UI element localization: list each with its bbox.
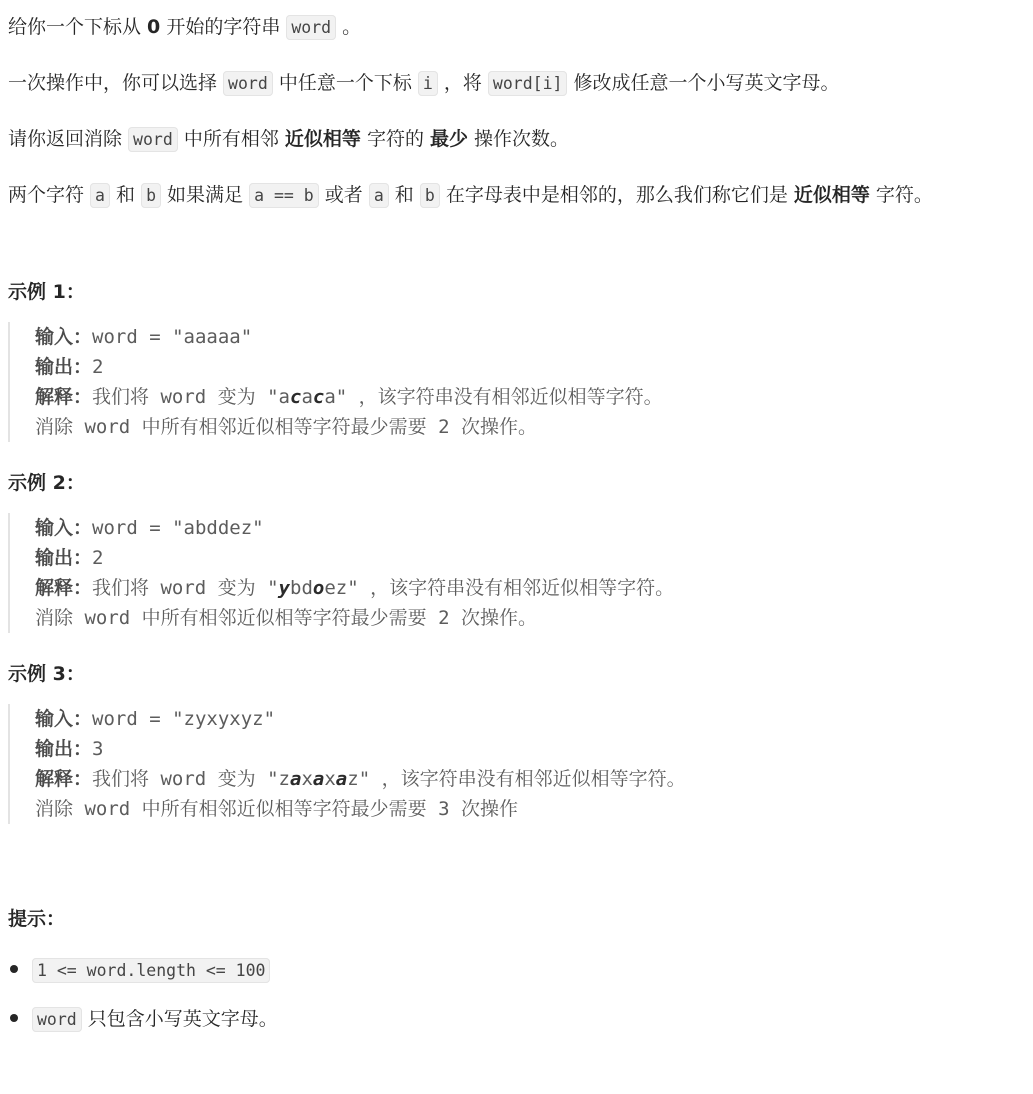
text: 在字母表中是相邻的，那么我们称它们是 <box>439 184 794 206</box>
text: 修改成任意一个小写英文字母。 <box>567 72 840 94</box>
explain-char: y <box>278 577 290 599</box>
bold-text: 最少 <box>430 128 469 150</box>
explain-label: 解释： <box>35 768 93 790</box>
intro-paragraph-1 <box>8 8 1025 47</box>
text: 两个字符 <box>8 184 91 206</box>
explain-char: a <box>289 768 302 790</box>
inline-code: a == b <box>249 183 319 208</box>
input-value: word = "aaaaa" <box>92 326 253 348</box>
example-explanation <box>35 573 1025 603</box>
explain-char: z <box>278 768 290 790</box>
example-conclusion: 消除 word 中所有相邻近似相等字符最少需要 3 次操作 <box>35 798 518 820</box>
explain-char: b <box>289 577 302 599</box>
output-value: 3 <box>92 738 104 760</box>
output-label: 输出： <box>35 738 93 760</box>
text: 操作次数。 <box>468 128 570 150</box>
text: 请你返回消除 <box>8 128 129 150</box>
example-conclusion: 消除 word 中所有相邻近似相等字符最少需要 2 次操作。 <box>35 607 537 629</box>
inline-code: a <box>90 183 110 208</box>
output-value: 2 <box>92 356 104 378</box>
explain-text: " ，该字符串没有相邻近似相等字符。 <box>358 768 686 790</box>
example-input <box>35 322 1025 352</box>
inline-code: b <box>141 183 161 208</box>
inline-code: 1 <= word.length <= 100 <box>32 958 270 983</box>
text: 或者 <box>318 184 369 206</box>
inline-code: b <box>420 183 440 208</box>
text: 如果满足 <box>161 184 250 206</box>
explain-text: 我们将 word 变为 " <box>92 577 279 599</box>
input-value: word = "abddez" <box>92 517 264 539</box>
explain-char: c <box>289 386 302 408</box>
input-label: 输入： <box>35 517 93 539</box>
text: 中任意一个下标 <box>272 72 418 94</box>
example-2-block <box>8 513 1025 633</box>
example-output <box>35 734 1025 764</box>
output-label: 输出： <box>35 356 93 378</box>
output-label: 输出： <box>35 547 93 569</box>
explain-label: 解释： <box>35 386 93 408</box>
text: 中所有相邻 <box>177 128 285 150</box>
bold-text: 0 <box>147 16 161 38</box>
example-explanation <box>35 764 1025 794</box>
intro-paragraph-3 <box>8 120 1025 159</box>
example-conclusion: 消除 word 中所有相邻近似相等字符最少需要 2 次操作。 <box>35 416 537 438</box>
example-3-title: 示例 3： <box>8 663 85 685</box>
explain-char: x <box>301 768 313 790</box>
text: 开始的字符串 <box>160 16 287 38</box>
hint-item <box>8 952 1025 989</box>
explain-text: " ，该字符串没有相邻近似相等字符。 <box>347 577 675 599</box>
inline-code: word[i] <box>488 71 568 96</box>
text: ，将 <box>437 72 488 94</box>
explain-label: 解释： <box>35 577 93 599</box>
inline-code: word <box>32 1007 82 1032</box>
input-value: word = "zyxyxyz" <box>92 708 276 730</box>
hints-list <box>8 952 1025 1038</box>
explain-text: 我们将 word 变为 " <box>92 386 279 408</box>
explain-char: z <box>335 577 348 599</box>
example-input <box>35 704 1025 734</box>
input-label: 输入： <box>35 326 93 348</box>
text: 一次操作中，你可以选择 <box>8 72 224 94</box>
hint-item <box>8 1001 1025 1038</box>
inline-code: word <box>286 15 336 40</box>
input-label: 输入： <box>35 708 93 730</box>
explain-char: a <box>312 768 325 790</box>
explain-text: 我们将 word 变为 " <box>92 768 279 790</box>
text: 只包含小写英文字母。 <box>81 1008 278 1030</box>
example-input <box>35 513 1025 543</box>
explain-char: x <box>324 768 336 790</box>
example-1-title: 示例 1： <box>8 281 85 303</box>
example-1-block <box>8 322 1025 442</box>
example-output <box>35 543 1025 573</box>
intro-paragraph-2 <box>8 64 1025 103</box>
explain-char: a <box>335 768 348 790</box>
inline-code: a <box>369 183 389 208</box>
example-output <box>35 352 1025 382</box>
inline-code: word <box>223 71 273 96</box>
example-2-title: 示例 2： <box>8 472 85 494</box>
output-value: 2 <box>92 547 104 569</box>
bold-text: 近似相等 <box>793 184 870 206</box>
explain-char: z <box>347 768 359 790</box>
explain-text: " ，该字符串没有相邻近似相等字符。 <box>335 386 663 408</box>
text: 和 <box>388 184 420 206</box>
intro-paragraph-4 <box>8 176 1025 215</box>
explain-char: a <box>301 386 313 408</box>
text: 字符的 <box>360 128 430 150</box>
text: 给你一个下标从 <box>8 16 148 38</box>
text: 字符。 <box>869 184 933 206</box>
explain-char: e <box>324 577 336 599</box>
text: 和 <box>109 184 142 206</box>
example-3-block <box>8 704 1025 824</box>
explain-char: o <box>312 577 325 599</box>
example-explanation <box>35 382 1025 412</box>
inline-code: word <box>128 127 178 152</box>
explain-char: a <box>324 386 336 408</box>
hints-title: 提示： <box>8 908 66 930</box>
explain-char: c <box>312 386 325 408</box>
explain-char: d <box>301 577 313 599</box>
text: 。 <box>336 16 362 38</box>
inline-code: i <box>418 71 438 96</box>
bold-text: 近似相等 <box>284 128 361 150</box>
explain-char: a <box>278 386 290 408</box>
